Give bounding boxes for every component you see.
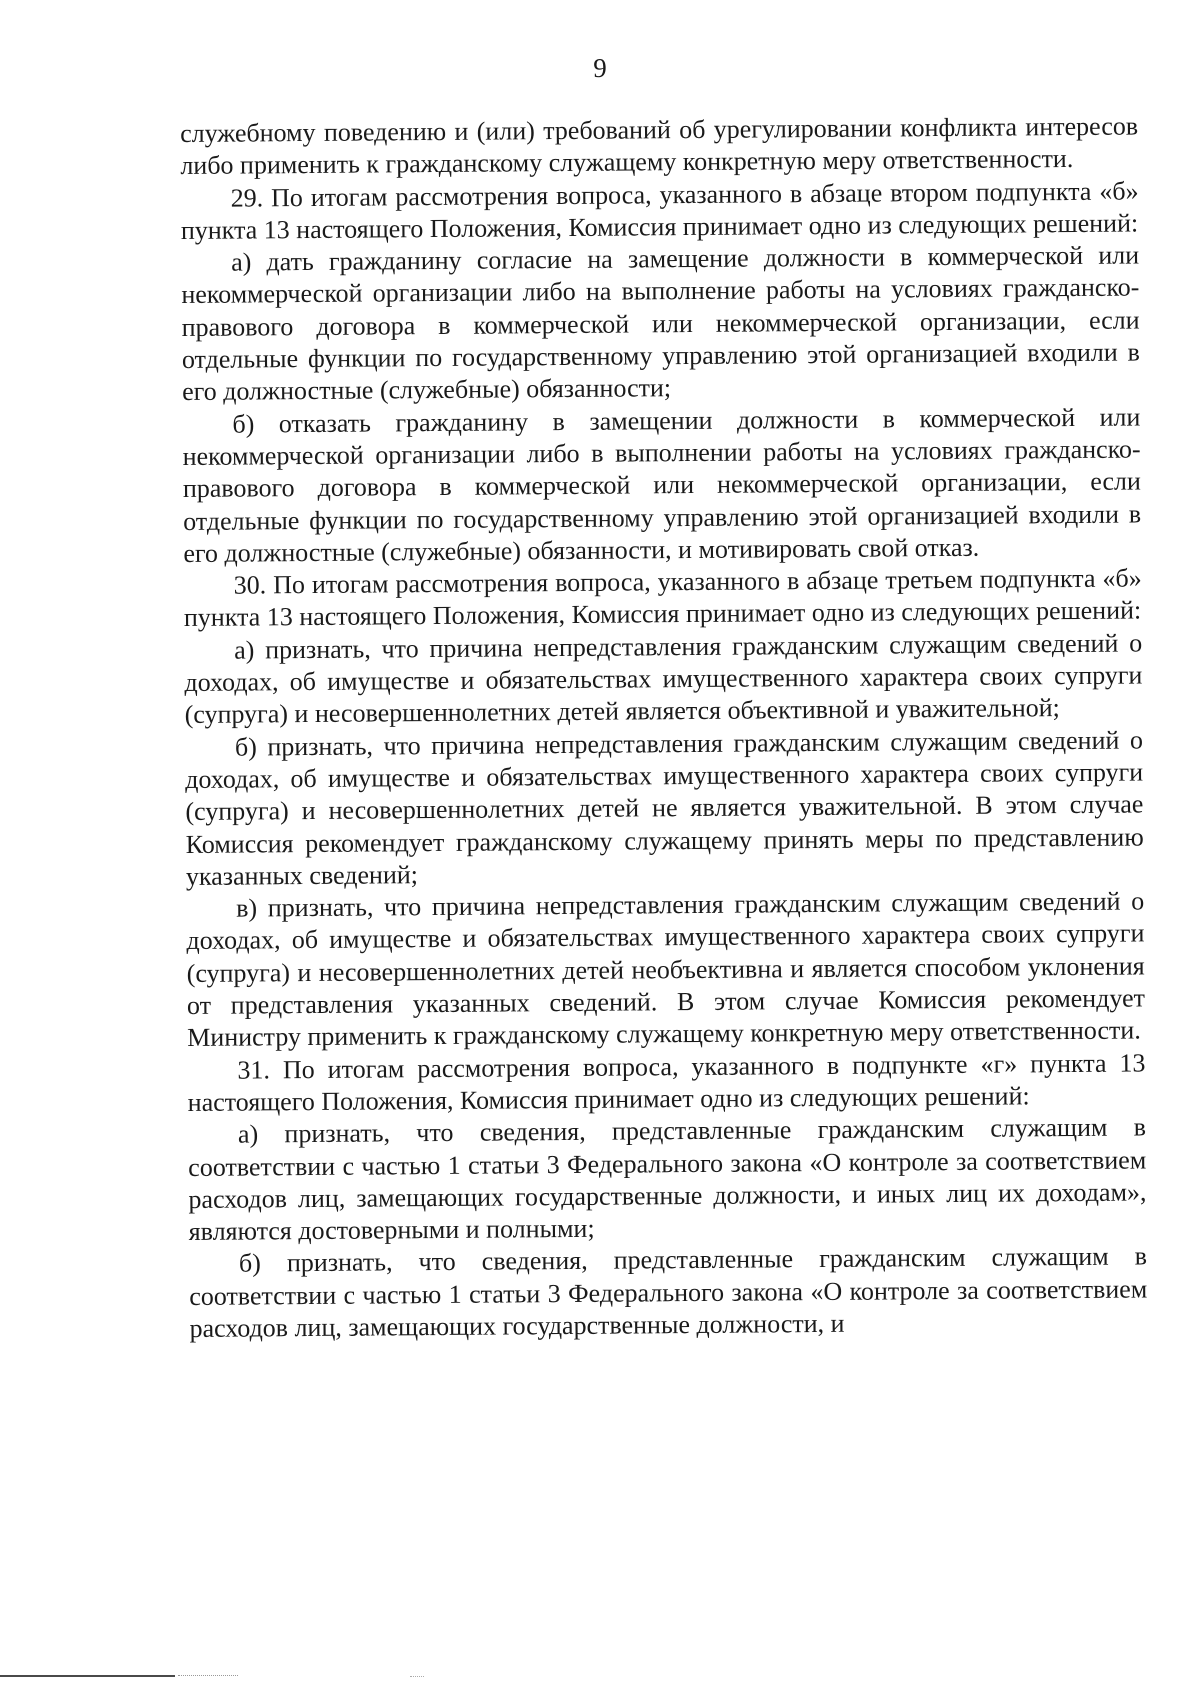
paragraph-30: 30. По итогам рассмотрения вопроса, указанного в абзаце третьем подпункта «б» пункта 13 настоящего Положения, Комиссия принимает одно из следующих решений:: [183, 563, 1142, 633]
scan-edge-dots: [178, 1675, 238, 1677]
paragraph-30-a: а) признать, что причина непредставления гражданским служащим сведений о доходах, об имуществе и обязательствах имущественного характера своих супруги (супруга) и несовершеннолетних детей является объективной и уважительной;: [184, 628, 1143, 730]
paragraph-29: 29. По итогам рассмотрения вопроса, указанного в абзаце втором подпункта «б» пункта 13 настоящего Положения, Комиссия принимает одно из следующих решений:: [180, 176, 1139, 245]
document-body: [180, 110, 1148, 1345]
paragraph-31: 31. По итогам рассмотрения вопроса, указанного в подпункте «г» пункта 13 настоящего Положения, Комиссия принимает одно из следующих решений:: [187, 1048, 1146, 1117]
paragraph-29-b: б) отказать гражданину в замещении должности в коммерческой или некоммерческой организации либо в выполнении работы на условиях гражданско-правового договора в коммерческой или некоммерческой организации, если отдельные функции по государственному управлению этой организацией входили в его должностные (служебные) обязанности, и мотивировать свой отказ.: [182, 402, 1142, 568]
paragraph-30-b: б) признать, что причина непредставления гражданским служащим сведений о доходах, об имуществе и обязательствах имущественного характера своих супруги (супруга) и несовершеннолетних детей не является уважительной. В этом случае Комиссия рекомендует гражданскому служащему принять меры по представлению указанных сведений;: [185, 725, 1144, 891]
paragraph-29-a: а) дать гражданину согласие на замещение должности в коммерческой или некоммерческой организации либо на выполнение работы на условиях гражданско-правового договора в коммерческой или некоммерческой организации, если отдельные функции по государственному управлению этой организацией входили в его должностные (служебные) обязанности;: [181, 240, 1140, 407]
paragraph-continuation: служебному поведению и (или) требований об урегулировании конфликта интересов либо применить к гражданскому служащему конкретную меру ответственности.: [180, 111, 1139, 181]
scan-edge-line: [0, 1675, 175, 1677]
scan-edge-dots-2: [410, 1676, 424, 1678]
page-number: 9: [593, 53, 607, 83]
paragraph-31-a: а) признать, что сведения, представленные гражданским служащим в соответствии с частью 1 статьи 3 Федерального закона «О контроле за соответствием расходов лиц, замещающих государственные должности, и иных лиц их доходам», являются достоверными и полными;: [188, 1112, 1147, 1247]
paragraph-31-b: б) признать, что сведения, представленные гражданским служащим в соответствии с частью 1 статьи 3 Федерального закона «О контроле за соответствием расходов лиц, замещающих государственные должности, и: [189, 1241, 1148, 1343]
paragraph-30-v: в) признать, что причина непредставления гражданским служащим сведений о доходах, об имуществе и обязательствах имущественного характера своих супруги (супруга) и несовершеннолетних детей необъективна и является способом уклонения от представления указанных сведений. В этом случае Комиссия рекомендует Министру применить к гражданскому служащему конкретную меру ответственности.: [186, 886, 1146, 1053]
